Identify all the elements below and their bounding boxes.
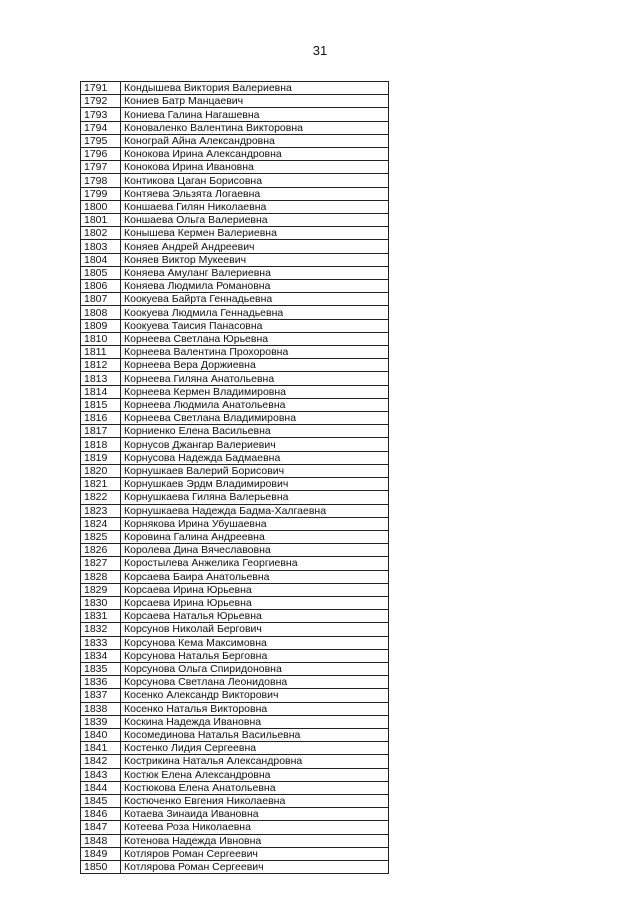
full-name-cell: Королева Дина Вячеславовна — [121, 544, 389, 557]
full-name-cell: Корнеева Светлана Владимировна — [121, 412, 389, 425]
full-name-cell: Корсаева Баира Анатольевна — [121, 570, 389, 583]
full-name-cell: Котаева Зинаида Ивановна — [121, 808, 389, 821]
row-number-cell: 1845 — [81, 794, 121, 807]
full-name-cell: Коокуева Людмила Геннадьевна — [121, 306, 389, 319]
row-number-cell: 1812 — [81, 359, 121, 372]
full-name-cell: Корсунова Кема Максимовна — [121, 636, 389, 649]
table-row — [81, 583, 389, 596]
row-number-cell: 1809 — [81, 319, 121, 332]
table-row — [81, 385, 389, 398]
table-row — [81, 293, 389, 306]
row-number-cell: 1842 — [81, 755, 121, 768]
row-number-cell: 1799 — [81, 187, 121, 200]
row-number-cell: 1815 — [81, 398, 121, 411]
table-row — [81, 82, 389, 95]
row-number-cell: 1825 — [81, 530, 121, 543]
full-name-cell: Корнусова Надежда Бадмаевна — [121, 451, 389, 464]
row-number-cell: 1810 — [81, 332, 121, 345]
table-row — [81, 517, 389, 530]
row-number-cell: 1818 — [81, 438, 121, 451]
full-name-cell: Конокова Ирина Александровна — [121, 148, 389, 161]
row-number-cell: 1822 — [81, 491, 121, 504]
table-row — [81, 108, 389, 121]
table-row — [81, 491, 389, 504]
row-number-cell: 1844 — [81, 781, 121, 794]
table-row — [81, 676, 389, 689]
full-name-cell: Кондышева Виктория Валериевна — [121, 82, 389, 95]
table-row — [81, 266, 389, 279]
full-name-cell: Корнушкаева Гиляна Валерьевна — [121, 491, 389, 504]
row-number-cell: 1843 — [81, 768, 121, 781]
row-number-cell: 1798 — [81, 174, 121, 187]
full-name-cell: Корнеева Кермен Владимировна — [121, 385, 389, 398]
full-name-cell: Корсаева Ирина Юрьевна — [121, 596, 389, 609]
row-number-cell: 1841 — [81, 742, 121, 755]
row-number-cell: 1802 — [81, 227, 121, 240]
full-name-cell: Корнеева Валентина Прохоровна — [121, 346, 389, 359]
table-row — [81, 148, 389, 161]
table-row — [81, 781, 389, 794]
row-number-cell: 1803 — [81, 240, 121, 253]
row-number-cell: 1797 — [81, 161, 121, 174]
row-number-cell: 1811 — [81, 346, 121, 359]
row-number-cell: 1816 — [81, 412, 121, 425]
table-row — [81, 280, 389, 293]
table-row — [81, 121, 389, 134]
table-row — [81, 702, 389, 715]
row-number-cell: 1791 — [81, 82, 121, 95]
row-number-cell: 1832 — [81, 623, 121, 636]
table-row — [81, 610, 389, 623]
full-name-cell: Костенко Лидия Сергеевна — [121, 742, 389, 755]
table-row — [81, 530, 389, 543]
table-row — [81, 636, 389, 649]
table-row — [81, 425, 389, 438]
roster-body — [81, 82, 389, 874]
row-number-cell: 1850 — [81, 860, 121, 873]
table-row — [81, 451, 389, 464]
row-number-cell: 1846 — [81, 808, 121, 821]
row-number-cell: 1792 — [81, 95, 121, 108]
table-row — [81, 161, 389, 174]
full-name-cell: Корсунова Наталья Берговна — [121, 649, 389, 662]
table-row — [81, 623, 389, 636]
table-row — [81, 742, 389, 755]
row-number-cell: 1837 — [81, 689, 121, 702]
table-row — [81, 200, 389, 213]
full-name-cell: Коняева Амуланг Валериевна — [121, 266, 389, 279]
table-row — [81, 808, 389, 821]
row-number-cell: 1794 — [81, 121, 121, 134]
table-row — [81, 346, 389, 359]
full-name-cell: Котеева Роза Николаевна — [121, 821, 389, 834]
row-number-cell: 1804 — [81, 253, 121, 266]
row-number-cell: 1838 — [81, 702, 121, 715]
table-row — [81, 438, 389, 451]
full-name-cell: Котлярова Роман Сергеевич — [121, 860, 389, 873]
table-row — [81, 134, 389, 147]
full-name-cell: Косенко Наталья Викторовна — [121, 702, 389, 715]
table-row — [81, 860, 389, 873]
row-number-cell: 1819 — [81, 451, 121, 464]
table-row — [81, 570, 389, 583]
row-number-cell: 1827 — [81, 557, 121, 570]
full-name-cell: Корнушкаев Эрдм Владимирович — [121, 478, 389, 491]
table-row — [81, 398, 389, 411]
table-row — [81, 596, 389, 609]
full-name-cell: Костюченко Евгения Николаевна — [121, 794, 389, 807]
full-name-cell: Корсунова Ольга Спиридоновна — [121, 662, 389, 675]
full-name-cell: Корнякова Ирина Убушаевна — [121, 517, 389, 530]
full-name-cell: Конокова Ирина Ивановна — [121, 161, 389, 174]
roster-table — [80, 81, 389, 874]
table-row — [81, 95, 389, 108]
full-name-cell: Конограй Айна Александровна — [121, 134, 389, 147]
row-number-cell: 1805 — [81, 266, 121, 279]
table-row — [81, 649, 389, 662]
table-row — [81, 464, 389, 477]
row-number-cell: 1806 — [81, 280, 121, 293]
table-row — [81, 240, 389, 253]
table-row — [81, 689, 389, 702]
full-name-cell: Корнушкаева Надежда Бадма-Халгаевна — [121, 504, 389, 517]
full-name-cell: Корсунов Николай Бергович — [121, 623, 389, 636]
full-name-cell: Кониев Батр Манцаевич — [121, 95, 389, 108]
table-row — [81, 478, 389, 491]
row-number-cell: 1817 — [81, 425, 121, 438]
table-row — [81, 768, 389, 781]
row-number-cell: 1793 — [81, 108, 121, 121]
table-row — [81, 834, 389, 847]
table-row — [81, 372, 389, 385]
full-name-cell: Коняев Андрей Андреевич — [121, 240, 389, 253]
full-name-cell: Конышева Кермен Валериевна — [121, 227, 389, 240]
table-row — [81, 412, 389, 425]
table-row — [81, 359, 389, 372]
full-name-cell: Корсунова Светлана Леонидовна — [121, 676, 389, 689]
row-number-cell: 1824 — [81, 517, 121, 530]
row-number-cell: 1796 — [81, 148, 121, 161]
full-name-cell: Косомединова Наталья Васильевна — [121, 728, 389, 741]
full-name-cell: Коншаева Гилян Николаевна — [121, 200, 389, 213]
full-name-cell: Коокуева Байрта Геннадьевна — [121, 293, 389, 306]
full-name-cell: Корнеева Людмила Анатольевна — [121, 398, 389, 411]
table-row — [81, 544, 389, 557]
full-name-cell: Костюк Елена Александровна — [121, 768, 389, 781]
row-number-cell: 1823 — [81, 504, 121, 517]
row-number-cell: 1831 — [81, 610, 121, 623]
row-number-cell: 1848 — [81, 834, 121, 847]
full-name-cell: Коняева Людмила Романовна — [121, 280, 389, 293]
full-name-cell: Кострикина Наталья Александровна — [121, 755, 389, 768]
full-name-cell: Корнусов Джангар Валериевич — [121, 438, 389, 451]
full-name-cell: Косенко Александр Викторович — [121, 689, 389, 702]
full-name-cell: Корсаева Наталья Юрьевна — [121, 610, 389, 623]
table-row — [81, 662, 389, 675]
row-number-cell: 1808 — [81, 306, 121, 319]
row-number-cell: 1800 — [81, 200, 121, 213]
table-row — [81, 332, 389, 345]
table-row — [81, 253, 389, 266]
table-row — [81, 306, 389, 319]
full-name-cell: Корнушкаев Валерий Борисович — [121, 464, 389, 477]
row-number-cell: 1849 — [81, 847, 121, 860]
full-name-cell: Коншаева Ольга Валериевна — [121, 214, 389, 227]
full-name-cell: Корсаева Ирина Юрьевна — [121, 583, 389, 596]
row-number-cell: 1835 — [81, 662, 121, 675]
full-name-cell: Контикова Цаган Борисовна — [121, 174, 389, 187]
full-name-cell: Котляров Роман Сергеевич — [121, 847, 389, 860]
row-number-cell: 1813 — [81, 372, 121, 385]
table-row — [81, 847, 389, 860]
full-name-cell: Костюкова Елена Анатольевна — [121, 781, 389, 794]
full-name-cell: Коноваленко Валентина Викторовна — [121, 121, 389, 134]
row-number-cell: 1801 — [81, 214, 121, 227]
full-name-cell: Корниенко Елена Васильевна — [121, 425, 389, 438]
table-row — [81, 174, 389, 187]
row-number-cell: 1820 — [81, 464, 121, 477]
row-number-cell: 1821 — [81, 478, 121, 491]
table-row — [81, 794, 389, 807]
row-number-cell: 1840 — [81, 728, 121, 741]
row-number-cell: 1795 — [81, 134, 121, 147]
full-name-cell: Кониева Галина Нагашевна — [121, 108, 389, 121]
table-row — [81, 319, 389, 332]
table-row — [81, 504, 389, 517]
full-name-cell: Коняев Виктор Мукеевич — [121, 253, 389, 266]
table-row — [81, 557, 389, 570]
table-row — [81, 755, 389, 768]
table-row — [81, 214, 389, 227]
row-number-cell: 1814 — [81, 385, 121, 398]
table-row — [81, 715, 389, 728]
table-row — [81, 187, 389, 200]
full-name-cell: Коростылева Анжелика Георгиевна — [121, 557, 389, 570]
table-row — [81, 728, 389, 741]
row-number-cell: 1836 — [81, 676, 121, 689]
row-number-cell: 1834 — [81, 649, 121, 662]
full-name-cell: Коокуева Таисия Панасовна — [121, 319, 389, 332]
row-number-cell: 1828 — [81, 570, 121, 583]
row-number-cell: 1847 — [81, 821, 121, 834]
row-number-cell: 1826 — [81, 544, 121, 557]
table-row — [81, 821, 389, 834]
full-name-cell: Коскина Надежда Ивановна — [121, 715, 389, 728]
full-name-cell: Коровина Галина Андреевна — [121, 530, 389, 543]
full-name-cell: Корнеева Гиляна Анатольевна — [121, 372, 389, 385]
page-number: 31 — [312, 43, 328, 58]
full-name-cell: Корнеева Вера Доржиевна — [121, 359, 389, 372]
row-number-cell: 1833 — [81, 636, 121, 649]
row-number-cell: 1807 — [81, 293, 121, 306]
full-name-cell: Корнеева Светлана Юрьевна — [121, 332, 389, 345]
full-name-cell: Котенова Надежда Ивновна — [121, 834, 389, 847]
full-name-cell: Контяева Эльзята Логаевна — [121, 187, 389, 200]
row-number-cell: 1839 — [81, 715, 121, 728]
row-number-cell: 1830 — [81, 596, 121, 609]
table-row — [81, 227, 389, 240]
row-number-cell: 1829 — [81, 583, 121, 596]
